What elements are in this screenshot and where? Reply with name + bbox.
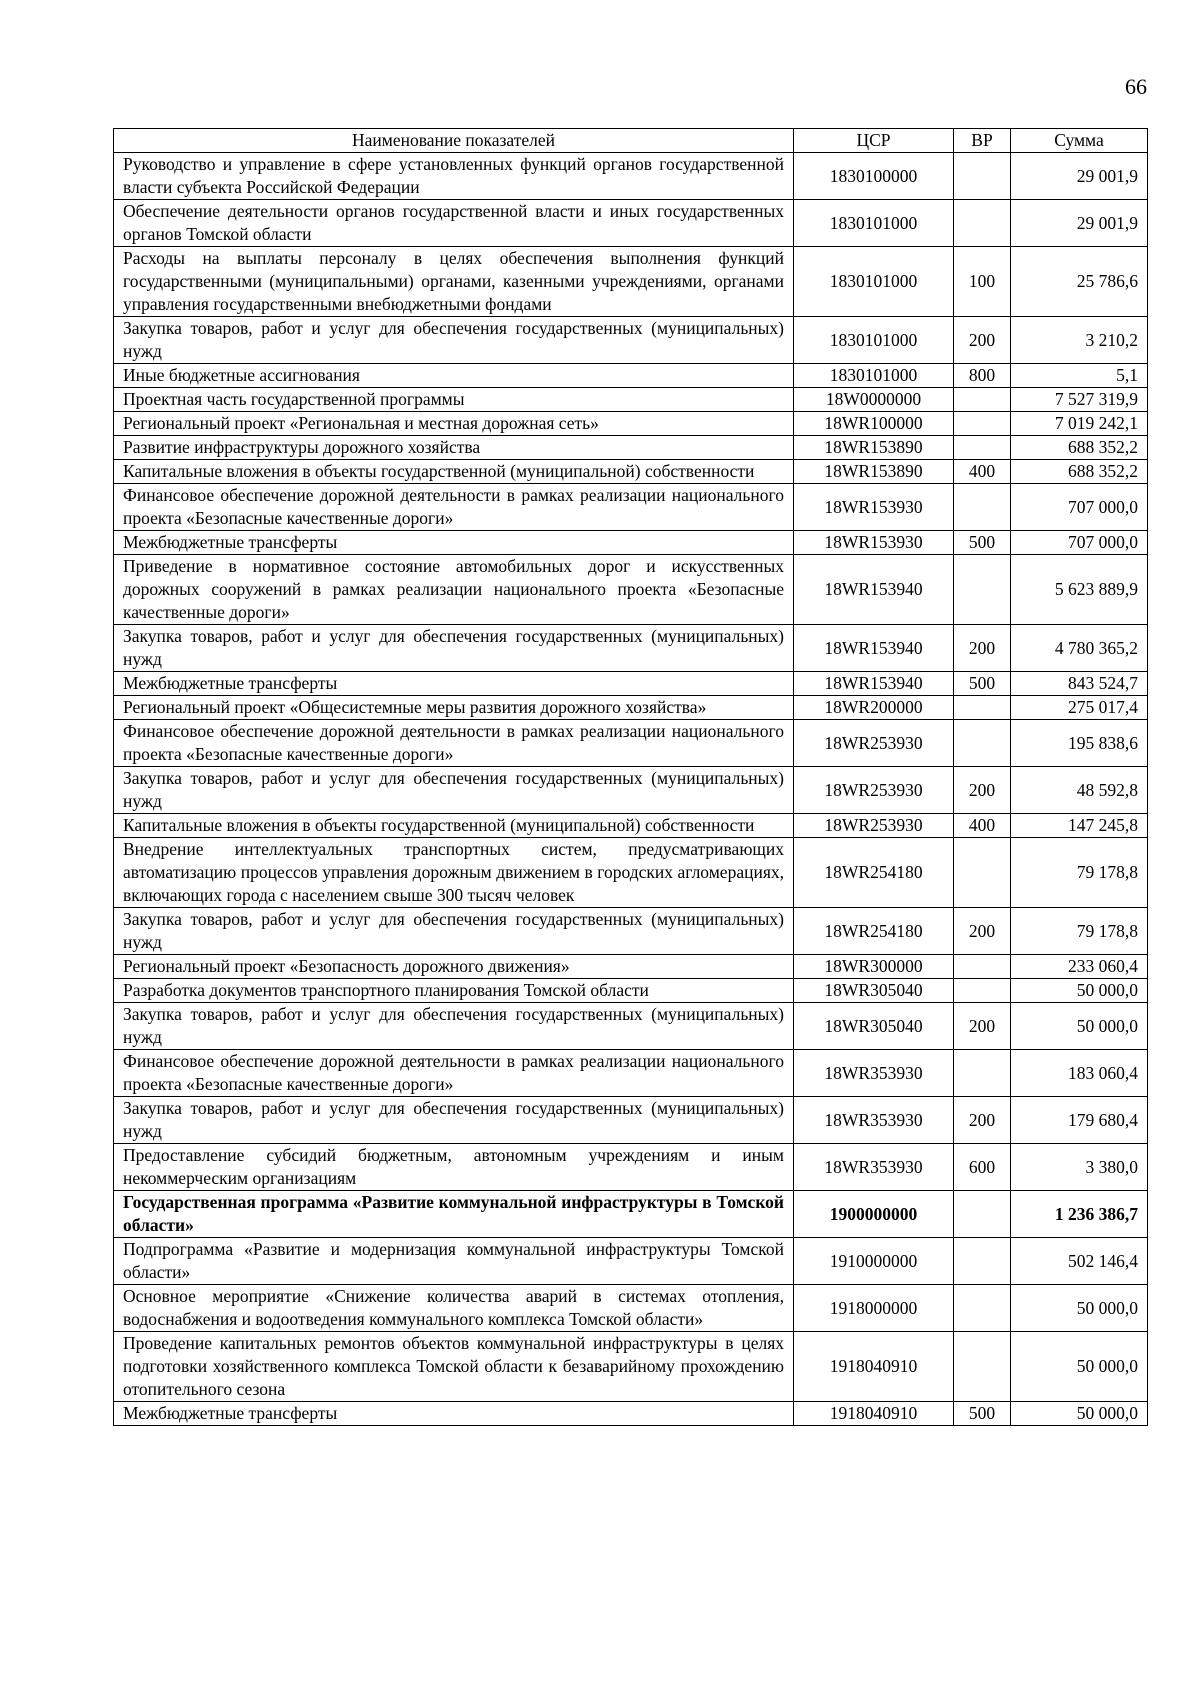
row-csr: 18WR253930 <box>794 720 954 767</box>
row-csr: 1830101000 <box>794 364 954 388</box>
row-sum: 183 060,4 <box>1011 1050 1148 1097</box>
table-row <box>114 767 1148 814</box>
row-name: Разработка документов транспортного планирования Томской области <box>114 979 794 1003</box>
row-sum: 5,1 <box>1011 364 1148 388</box>
row-name: Проведение капитальных ремонтов объектов коммунальной инфраструктуры в целях подготовки хозяйственного комплекса Томской области к безаварийному прохождению отопительного сезона <box>114 1332 794 1402</box>
row-vr <box>954 436 1011 460</box>
table-row <box>114 1238 1148 1285</box>
row-name: Иные бюджетные ассигнования <box>114 364 794 388</box>
table-row <box>114 555 1148 625</box>
row-sum: 502 146,4 <box>1011 1238 1148 1285</box>
budget-table <box>113 128 1148 1426</box>
table-row <box>114 979 1148 1003</box>
row-vr <box>954 484 1011 531</box>
row-sum: 233 060,4 <box>1011 955 1148 979</box>
row-vr: 800 <box>954 364 1011 388</box>
row-sum: 688 352,2 <box>1011 436 1148 460</box>
row-csr: 1900000000 <box>794 1191 954 1238</box>
table-row <box>114 1144 1148 1191</box>
row-csr: 18WR153890 <box>794 460 954 484</box>
header-vr: ВР <box>954 129 1011 153</box>
row-sum: 29 001,9 <box>1011 200 1148 247</box>
row-vr <box>954 1191 1011 1238</box>
table-row <box>114 484 1148 531</box>
table-row <box>114 955 1148 979</box>
row-sum: 195 838,6 <box>1011 720 1148 767</box>
header-csr: ЦСР <box>794 129 954 153</box>
row-sum: 50 000,0 <box>1011 1285 1148 1332</box>
row-vr: 400 <box>954 460 1011 484</box>
row-csr: 18WR253930 <box>794 767 954 814</box>
row-name: Финансовое обеспечение дорожной деятельности в рамках реализации национального проекта «Безопасные качественные дороги» <box>114 720 794 767</box>
table-row <box>114 412 1148 436</box>
row-name: Обеспечение деятельности органов государственной власти и иных государственных органов Томской области <box>114 200 794 247</box>
row-csr: 1918000000 <box>794 1285 954 1332</box>
row-name: Межбюджетные трансферты <box>114 531 794 555</box>
row-sum: 7 019 242,1 <box>1011 412 1148 436</box>
row-vr <box>954 720 1011 767</box>
row-csr: 1830101000 <box>794 247 954 317</box>
row-sum: 147 245,8 <box>1011 814 1148 838</box>
row-name: Развитие инфраструктуры дорожного хозяйства <box>114 436 794 460</box>
row-csr: 18WR153940 <box>794 625 954 672</box>
table-row <box>114 838 1148 908</box>
row-name: Основное мероприятие «Снижение количества аварий в системах отопления, водоснабжения и водоотведения коммунального комплекса Томской области» <box>114 1285 794 1332</box>
header-sum: Сумма <box>1011 129 1148 153</box>
row-name: Межбюджетные трансферты <box>114 672 794 696</box>
row-vr <box>954 200 1011 247</box>
row-csr: 18WR153890 <box>794 436 954 460</box>
row-csr: 18WR153940 <box>794 672 954 696</box>
row-sum: 3 380,0 <box>1011 1144 1148 1191</box>
row-vr <box>954 1332 1011 1402</box>
row-sum: 79 178,8 <box>1011 838 1148 908</box>
row-csr: 18WR253930 <box>794 814 954 838</box>
row-sum: 688 352,2 <box>1011 460 1148 484</box>
table-row <box>114 247 1148 317</box>
row-name: Подпрограмма «Развитие и модернизация коммунальной инфраструктуры Томской области» <box>114 1238 794 1285</box>
row-vr: 200 <box>954 1097 1011 1144</box>
row-csr: 18WR353930 <box>794 1050 954 1097</box>
row-csr: 18WR100000 <box>794 412 954 436</box>
row-name: Проектная часть государственной программы <box>114 388 794 412</box>
table-row <box>114 1402 1148 1426</box>
row-csr: 18WR353930 <box>794 1097 954 1144</box>
row-csr: 1830101000 <box>794 200 954 247</box>
row-vr <box>954 388 1011 412</box>
table-row <box>114 672 1148 696</box>
row-name: Межбюджетные трансферты <box>114 1402 794 1426</box>
row-name: Руководство и управление в сфере установленных функций органов государственной власти субъекта Российской Федерации <box>114 153 794 200</box>
table-row <box>114 153 1148 200</box>
table-row <box>114 1285 1148 1332</box>
row-sum: 29 001,9 <box>1011 153 1148 200</box>
row-csr: 18WR153930 <box>794 484 954 531</box>
row-csr: 18WR353930 <box>794 1144 954 1191</box>
row-csr: 1830101000 <box>794 317 954 364</box>
table-row <box>114 531 1148 555</box>
table-row <box>114 1191 1148 1238</box>
row-sum: 48 592,8 <box>1011 767 1148 814</box>
row-name: Капитальные вложения в объекты государственной (муниципальной) собственности <box>114 814 794 838</box>
table-row <box>114 1097 1148 1144</box>
table-row <box>114 200 1148 247</box>
row-sum: 5 623 889,9 <box>1011 555 1148 625</box>
row-name: Финансовое обеспечение дорожной деятельности в рамках реализации национального проекта «Безопасные качественные дороги» <box>114 1050 794 1097</box>
row-sum: 3 210,2 <box>1011 317 1148 364</box>
row-name: Закупка товаров, работ и услуг для обеспечения государственных (муниципальных) нужд <box>114 1097 794 1144</box>
row-vr: 200 <box>954 317 1011 364</box>
table-row <box>114 908 1148 955</box>
row-csr: 1918040910 <box>794 1402 954 1426</box>
row-csr: 1910000000 <box>794 1238 954 1285</box>
row-vr: 500 <box>954 1402 1011 1426</box>
row-name: Закупка товаров, работ и услуг для обеспечения государственных (муниципальных) нужд <box>114 767 794 814</box>
table-body <box>114 153 1148 1426</box>
table-row <box>114 317 1148 364</box>
row-vr: 600 <box>954 1144 1011 1191</box>
row-name: Государственная программа «Развитие коммунальной инфраструктуры в Томской области» <box>114 1191 794 1238</box>
row-sum: 50 000,0 <box>1011 979 1148 1003</box>
row-vr <box>954 555 1011 625</box>
row-name: Закупка товаров, работ и услуг для обеспечения государственных (муниципальных) нужд <box>114 625 794 672</box>
row-vr <box>954 1285 1011 1332</box>
table-row <box>114 1332 1148 1402</box>
row-name: Внедрение интеллектуальных транспортных систем, предусматривающих автоматизацию процессов управления дорожным движением в городских агломерациях, включающих города с населением свыше 300 тысяч человек <box>114 838 794 908</box>
page-number: 66 <box>1125 74 1147 99</box>
row-name: Капитальные вложения в объекты государственной (муниципальной) собственности <box>114 460 794 484</box>
row-name: Предоставление субсидий бюджетным, автономным учреждениям и иным некоммерческим организациям <box>114 1144 794 1191</box>
row-sum: 7 527 319,9 <box>1011 388 1148 412</box>
row-sum: 50 000,0 <box>1011 1003 1148 1050</box>
row-csr: 18WR305040 <box>794 979 954 1003</box>
table-row <box>114 364 1148 388</box>
row-vr: 200 <box>954 1003 1011 1050</box>
row-vr <box>954 412 1011 436</box>
row-name: Региональный проект «Общесистемные меры развития дорожного хозяйства» <box>114 696 794 720</box>
table-row <box>114 696 1148 720</box>
row-vr <box>954 979 1011 1003</box>
table-row <box>114 625 1148 672</box>
row-sum: 707 000,0 <box>1011 484 1148 531</box>
table-header-row <box>114 129 1148 153</box>
row-sum: 1 236 386,7 <box>1011 1191 1148 1238</box>
row-vr <box>954 696 1011 720</box>
row-sum: 79 178,8 <box>1011 908 1148 955</box>
row-csr: 18WR153940 <box>794 555 954 625</box>
table-row <box>114 388 1148 412</box>
row-vr: 200 <box>954 767 1011 814</box>
row-vr: 500 <box>954 531 1011 555</box>
row-vr <box>954 1238 1011 1285</box>
row-vr: 200 <box>954 908 1011 955</box>
row-name: Приведение в нормативное состояние автомобильных дорог и искусственных дорожных сооружений в рамках реализации национального проекта «Безопасные качественные дороги» <box>114 555 794 625</box>
row-csr: 18WR153930 <box>794 531 954 555</box>
row-sum: 843 524,7 <box>1011 672 1148 696</box>
row-sum: 4 780 365,2 <box>1011 625 1148 672</box>
table-row <box>114 1003 1148 1050</box>
row-sum: 707 000,0 <box>1011 531 1148 555</box>
row-csr: 18WR254180 <box>794 908 954 955</box>
table-row <box>114 436 1148 460</box>
table-row <box>114 1050 1148 1097</box>
header-name: Наименование показателей <box>114 129 794 153</box>
row-csr: 18WR200000 <box>794 696 954 720</box>
row-sum: 25 786,6 <box>1011 247 1148 317</box>
row-name: Закупка товаров, работ и услуг для обеспечения государственных (муниципальных) нужд <box>114 317 794 364</box>
row-vr <box>954 838 1011 908</box>
row-name: Финансовое обеспечение дорожной деятельности в рамках реализации национального проекта «Безопасные качественные дороги» <box>114 484 794 531</box>
row-sum: 50 000,0 <box>1011 1332 1148 1402</box>
table-row <box>114 814 1148 838</box>
row-csr: 1830100000 <box>794 153 954 200</box>
row-vr <box>954 153 1011 200</box>
row-csr: 18WR305040 <box>794 1003 954 1050</box>
row-sum: 179 680,4 <box>1011 1097 1148 1144</box>
table-row <box>114 460 1148 484</box>
row-csr: 18W0000000 <box>794 388 954 412</box>
row-sum: 275 017,4 <box>1011 696 1148 720</box>
row-csr: 18WR254180 <box>794 838 954 908</box>
row-vr: 200 <box>954 625 1011 672</box>
row-name: Расходы на выплаты персоналу в целях обеспечения выполнения функций государственными (муниципальными) органами, казенными учреждениями, органами управления государственными внебюджетными фондами <box>114 247 794 317</box>
row-csr: 1918040910 <box>794 1332 954 1402</box>
row-name: Закупка товаров, работ и услуг для обеспечения государственных (муниципальных) нужд <box>114 908 794 955</box>
table-row <box>114 720 1148 767</box>
row-name: Закупка товаров, работ и услуг для обеспечения государственных (муниципальных) нужд <box>114 1003 794 1050</box>
row-vr: 400 <box>954 814 1011 838</box>
row-name: Региональный проект «Региональная и местная дорожная сеть» <box>114 412 794 436</box>
row-vr: 500 <box>954 672 1011 696</box>
row-vr <box>954 955 1011 979</box>
row-vr: 100 <box>954 247 1011 317</box>
row-name: Региональный проект «Безопасность дорожного движения» <box>114 955 794 979</box>
row-sum: 50 000,0 <box>1011 1402 1148 1426</box>
row-csr: 18WR300000 <box>794 955 954 979</box>
row-vr <box>954 1050 1011 1097</box>
